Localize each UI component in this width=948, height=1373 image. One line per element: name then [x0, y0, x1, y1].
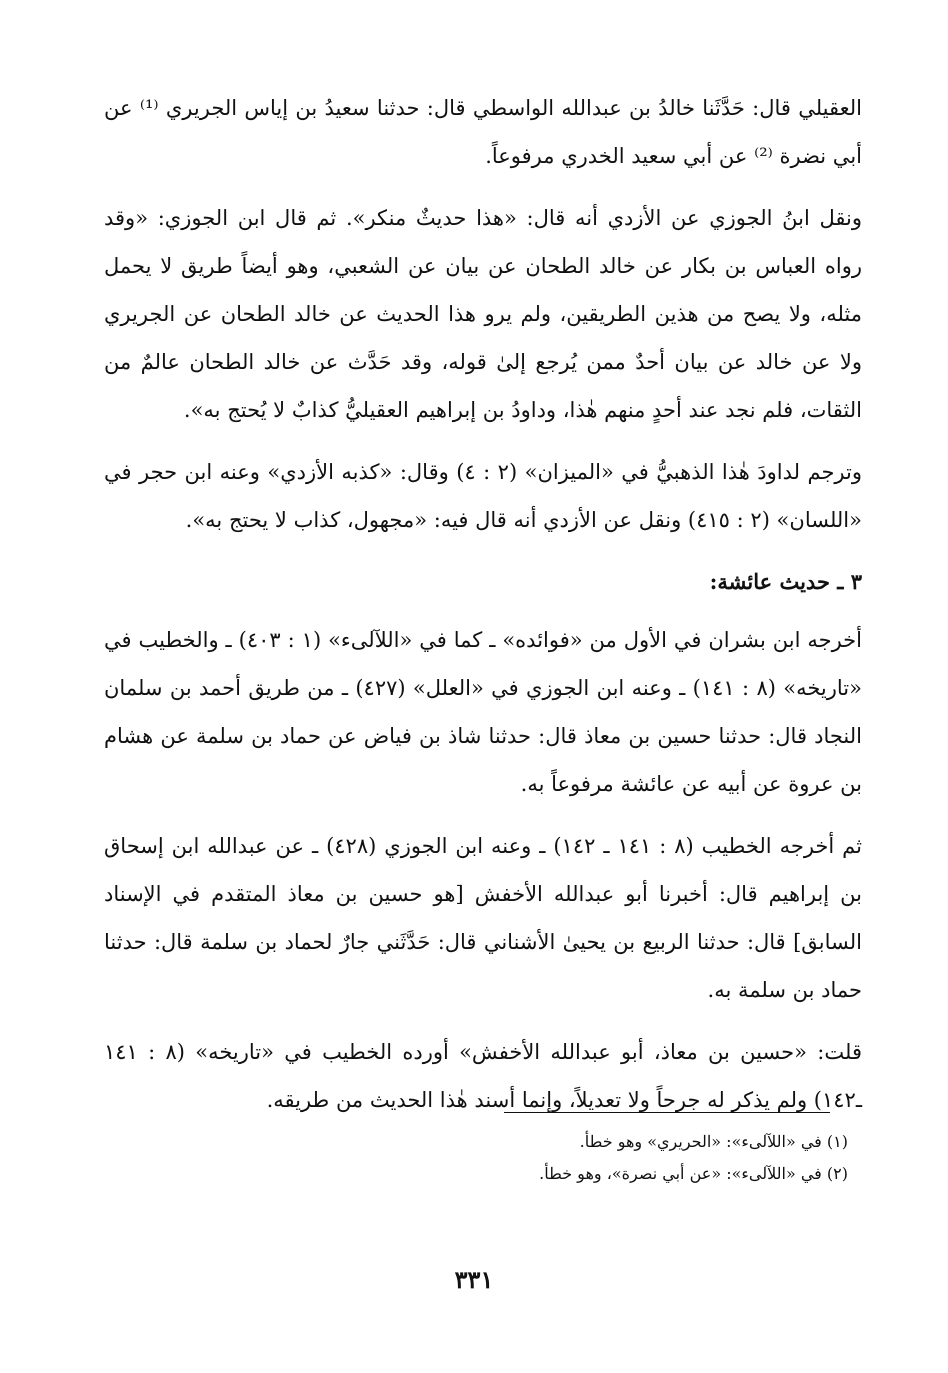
section-heading: ٣ ـ حديث عائشة:: [709, 569, 862, 594]
paragraph-4: أخرجه ابن بشران في الأول من «فوائده» ـ كما في «اللآلىء» (١ : ٤٠٣) ـ والخطيب في «تاريخه» (٨ : ١٤١) ـ وعنه ابن الجوزي في «العلل» (٤٢٧) ـ من طريق أحمد بن سلمان النجاد قال: حدثنا حسين بن معاذ قال: حدثنا شاذ بن فياض عن حماد بن سلمة عن هشام بن عروة عن أبيه عن عائشة مرفوعاً به.: [104, 628, 862, 796]
footnote-divider: [504, 1112, 830, 1113]
page-body: [104, 84, 862, 1138]
footnote-1: (١) في «اللآلىء»: «الحريري» وهو خطأ.: [579, 1132, 848, 1151]
paragraph-3: وترجم لداودَ هٰذا الذهبيُّ في «الميزان» (٢ : ٤) وقال: «كذبه الأزدي» وعنه ابن حجر في «اللسان» (٢ : ٤١٥) ونقل عن الأزدي أنه قال فيه: «مجهول، كذاب لا يحتج به».: [104, 460, 863, 532]
paragraph-1: العقيلي قال: حَدَّثَنا خالدُ بن عبدالله الواسطي قال: حدثنا سعيدُ بن إياس الجريري ⁽¹⁾ عن أبي نضرة ⁽²⁾ عن أبي سعيد الخدري مرفوعاً.: [104, 96, 862, 168]
page-number: ٣٣١: [454, 1265, 494, 1294]
footnote-2: (٢) في «اللآلىء»: «عن أبي نصرة»، وهو خطأ.: [539, 1164, 848, 1183]
paragraph-2: ونقل ابنُ الجوزي عن الأزدي أنه قال: «هذا حديثٌ منكر». ثم قال ابن الجوزي: «وقد رواه العباس بن بكار عن خالد الطحان عن بيان عن الشعبي، وهو أيضاً طريق لا يحمل مثله، ولا يصح من هذين الطريقين، ولم يرو هذا الحديث عن خالد الطحان عن الجريري ولا عن خالد عن بيان أحدٌ ممن يُرجع إلىٰ قوله، وقد حَدَّث عن خالد الطحان عالمٌ من الثقات، فلم نجد عند أحدٍ منهم هٰذا، وداودُ بن إبراهيم العقيليُّ كذابٌ لا يُحتج به».: [104, 206, 862, 422]
footnotes: [104, 1126, 848, 1190]
paragraph-5: ثم أخرجه الخطيب (٨ : ١٤١ ـ ١٤٢) ـ وعنه ابن الجوزي (٤٢٨) ـ عن عبدالله ابن إسحاق بن إبراهيم قال: أخبرنا أبو عبدالله الأخفش [هو حسين بن معاذ المتقدم في الإسناد السابق] قال: حدثنا الربيع بن يحيىٰ الأشناني قال: حَدَّثَني جارٌ لحماد بن سلمة قال: حدثنا حماد بن سلمة به.: [104, 834, 862, 1002]
paragraph-6: قلت: «حسين بن معاذ، أبو عبدالله الأخفش» أورده الخطيب في «تاريخه» (٨ : ١٤١ ـ١٤٢) ولم يذكر له جرحاً ولا تعديلاً، وإنما أسند هٰذا الحديث من طريقه.: [104, 1040, 862, 1112]
